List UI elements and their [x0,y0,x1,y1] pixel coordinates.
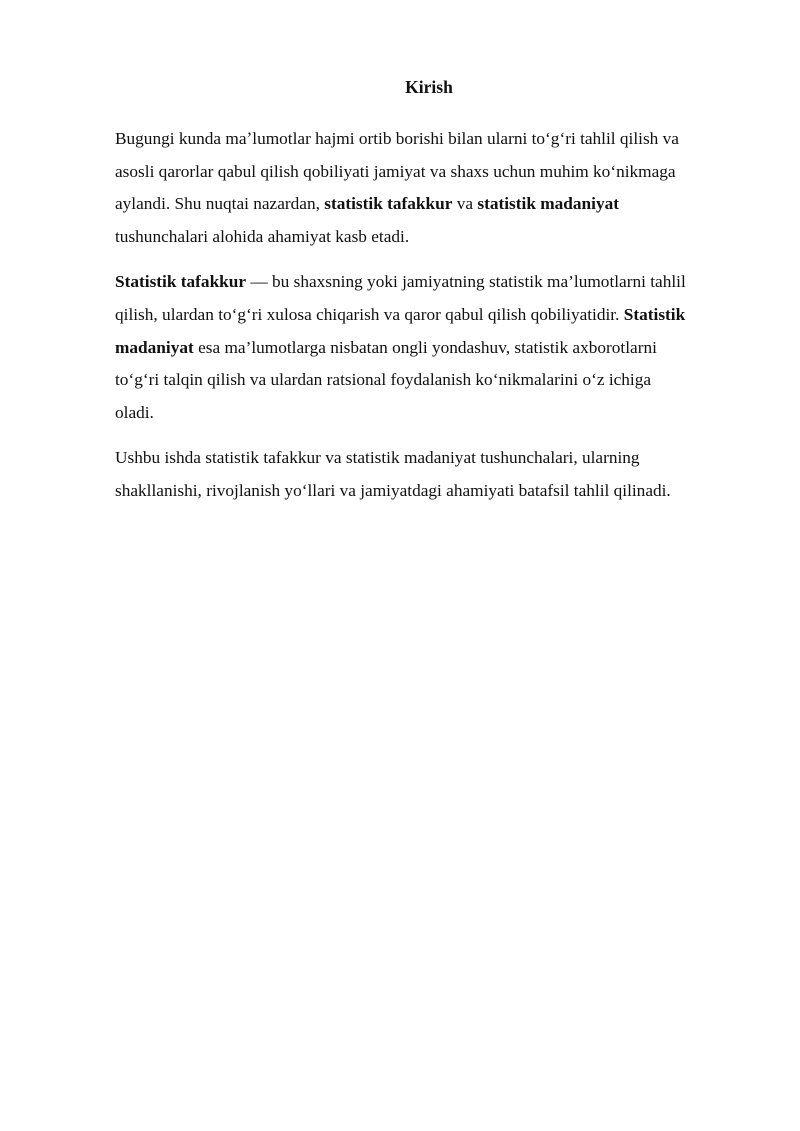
text-run: Ushbu ishda statistik tafakkur va statistik madaniyat tushunchalari, ularning [115,448,640,468]
paragraph-intro [115,123,755,253]
text-run: Bugungi kunda maʼlumotlar hajmi ortib borishi bilan ularni to‘g‘ri tahlil qilish va [115,129,679,148]
text-line [115,364,755,397]
text-run: esa ma’lumotlarga nisbatan ongli yondashuv, statistik axborotlarni [193,337,657,357]
bold-term: Statistik tafakkur [115,272,247,292]
text-run: — bu shaxsning yoki jamiyatning statistik ma’lumotlarni tahlil [246,272,686,292]
text-line [115,156,755,189]
text-run: va [452,194,478,214]
text-line [115,266,755,299]
text-line [115,397,755,430]
paragraph-scope [115,442,755,507]
text-run: to‘g‘ri talqin qilish va ulardan ratsional foydalanish ko‘nikmalarini o‘z ichiga [115,370,652,390]
text-line [115,123,755,156]
document-body [115,123,755,521]
bold-term: statistik madaniyat [477,194,620,214]
bold-term: Statistik [623,304,686,324]
text-run: qilish, ulardan to‘g‘ri xulosa chiqarish va qaror qabul qilish qobiliyatidir. [115,304,624,324]
paragraph-definitions [115,266,755,429]
text-run: shakllanishi, rivojlanish yo‘llari va jamiyatdagi ahamiyati batafsil tahlil qilinadi. [115,480,671,500]
text-line [115,475,755,508]
page-title: Kirish [405,77,453,97]
text-run: asosli qarorlar qabul qilish qobiliyati jamiyat va shaxs uchun muhim ko‘nikmaga [115,161,676,181]
text-line [115,332,755,365]
text-line [115,221,755,254]
bold-term: statistik tafakkur [324,194,453,214]
text-line [115,299,755,332]
text-run: aylandi. Shu nuqtai nazardan, [115,194,325,214]
text-line [115,442,755,475]
text-run: tushunchalari alohida ahamiyat kasb etadi. [115,226,410,246]
text-line [115,188,755,221]
bold-term: madaniyat [115,337,194,357]
text-run: oladi. [115,402,154,422]
